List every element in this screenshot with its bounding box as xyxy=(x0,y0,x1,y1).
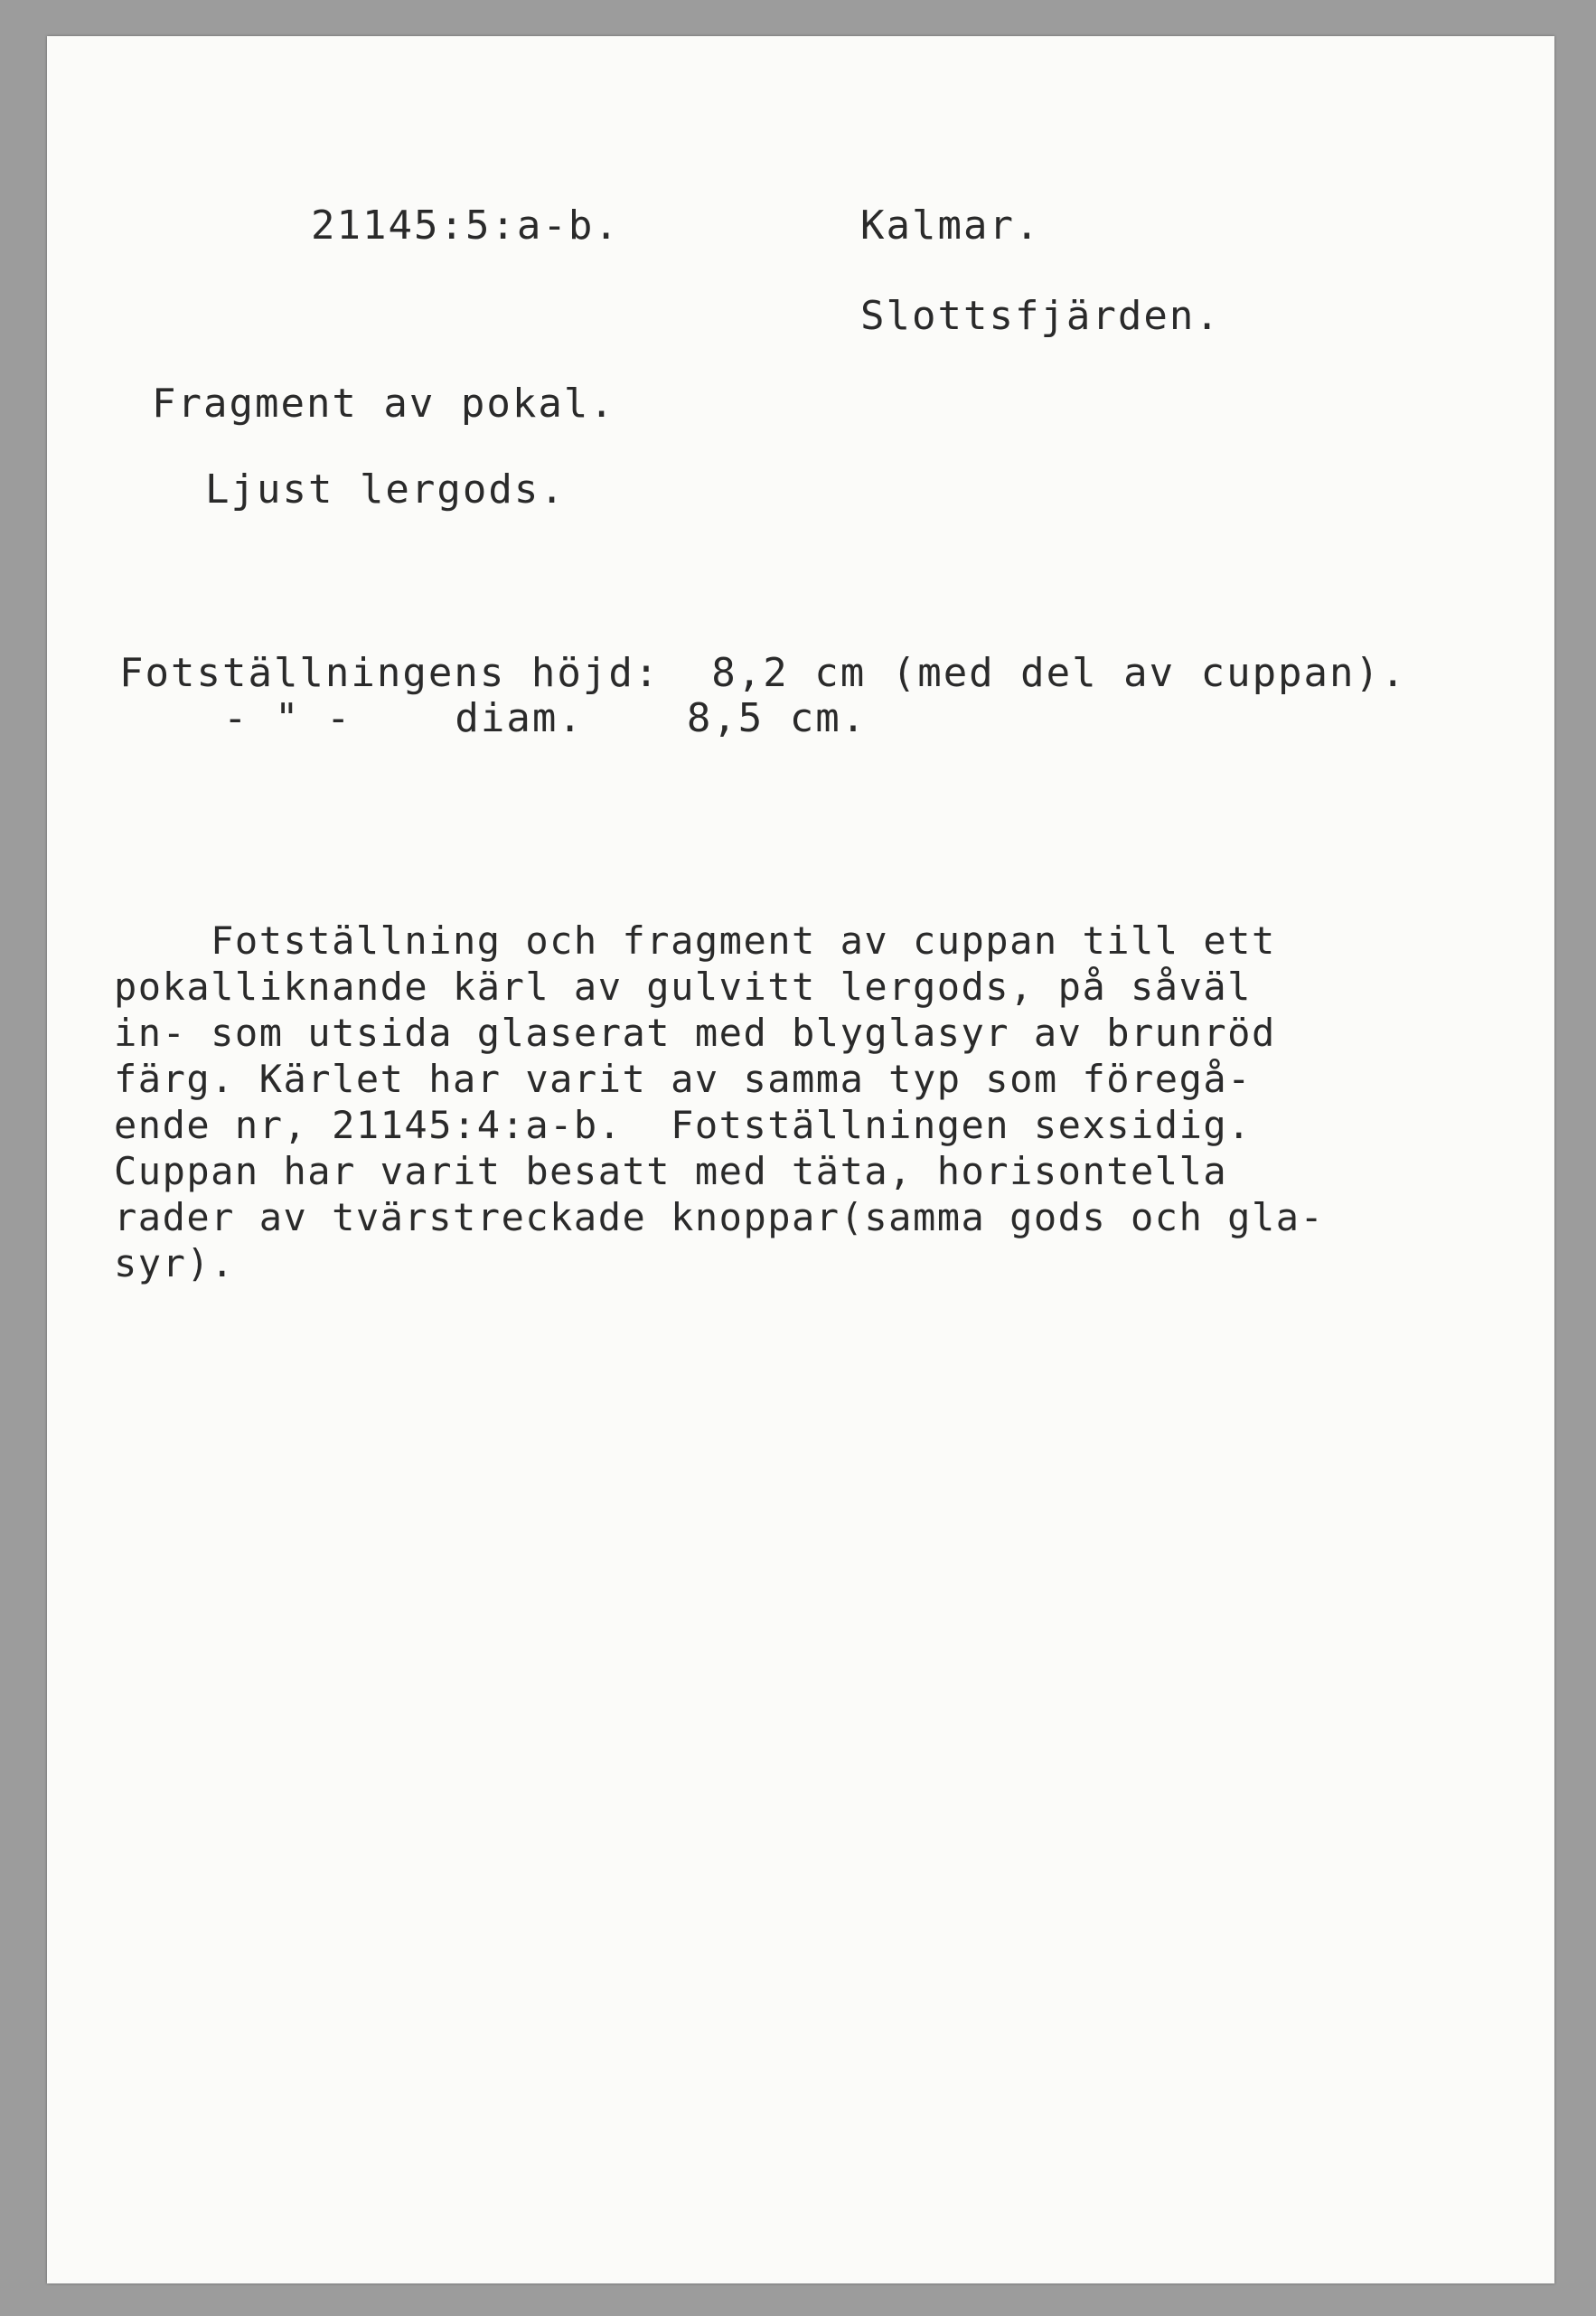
location-site: Slottsfjärden. xyxy=(860,293,1221,339)
description-line: ende nr, 21145:4:a-b. Fotställningen sexsidig. xyxy=(114,1103,1252,1147)
description-line: in- som utsida glaserat med blyglasyr av brunröd xyxy=(114,1011,1276,1055)
catalog-number: 21145:5:a-b. xyxy=(311,202,620,249)
catalog-card xyxy=(47,36,1554,2283)
description-line: rader av tvärstreckade knoppar(samma gods och gla- xyxy=(114,1195,1325,1239)
measurement-height: Fotställningens höjd: 8,2 cm (med del av cuppan). xyxy=(119,650,1407,696)
object-title: Fragment av pokal. xyxy=(152,381,615,427)
description-line: syr). xyxy=(114,1241,235,1285)
description-line: färg. Kärlet har varit av samma typ som föregå- xyxy=(114,1057,1252,1101)
description-line: Fotställning och fragment av cuppan till ett xyxy=(114,918,1276,963)
description-line: Cuppan har varit besatt med täta, horisontella xyxy=(114,1149,1228,1193)
material-description: Ljust lergods. xyxy=(205,466,566,513)
measurement-diameter: - " - diam. 8,5 cm. xyxy=(223,695,868,741)
description-paragraph xyxy=(114,918,1506,1286)
location-city: Kalmar. xyxy=(860,202,1041,249)
description-line: pokalliknande kärl av gulvitt lergods, på såväl xyxy=(114,965,1252,1009)
